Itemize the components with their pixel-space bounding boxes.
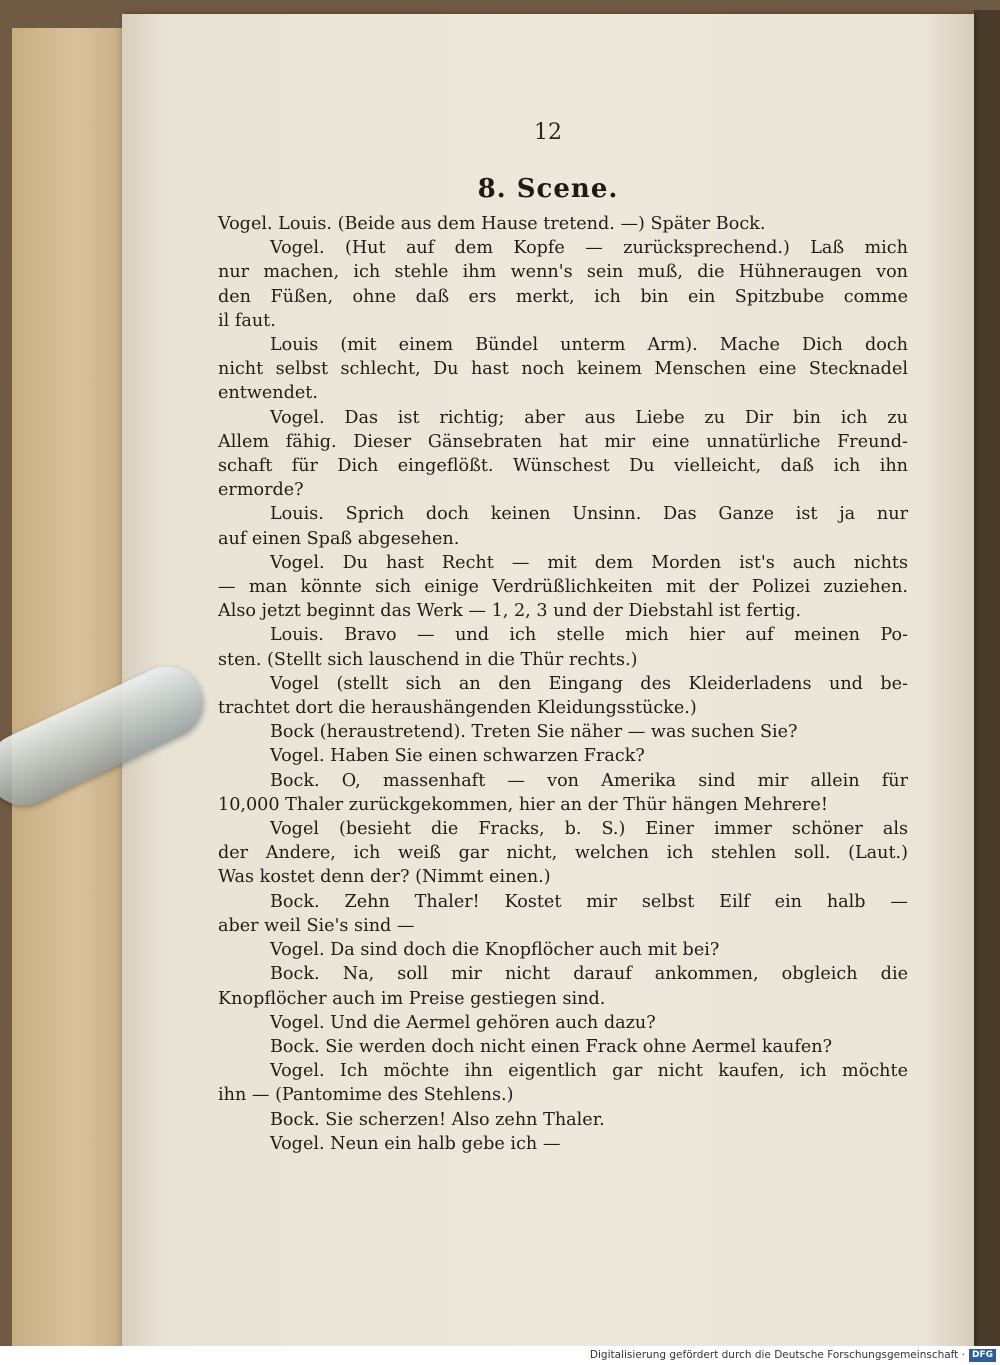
- text-line: Bock. Sie werden doch nicht einen Frack ohne Aermel kaufen?: [270, 1036, 833, 1057]
- text-line: — man könnte sich einige Verdrüßlichkeiten mit der Polizei zuziehen.: [218, 577, 908, 598]
- text-line: nicht selbst schlecht, Du hast noch keinem Menschen eine Stecknadel: [218, 359, 908, 380]
- text-line: Vogel. (Hut auf dem Kopfe — zurücksprechend.) Laß mich: [270, 238, 908, 259]
- text-line: entwendet.: [218, 383, 318, 404]
- text-line: nur machen, ich stehle ihm wenn's sein muß, die Hühneraugen von: [218, 262, 908, 283]
- footer-credit: [0, 1346, 1000, 1365]
- text-line: Was kostet denn der? (Nimmt einen.): [218, 867, 551, 888]
- dfg-logo: DFG: [969, 1349, 996, 1362]
- text-line: Vogel. Und die Aermel gehören auch dazu?: [270, 1012, 656, 1033]
- text-line: trachtet dort die heraushängenden Kleidungsstücke.): [218, 698, 697, 719]
- text-line: aber weil Sie's sind —: [218, 915, 415, 936]
- text-line: Vogel. Haben Sie einen schwarzen Frack?: [270, 746, 645, 767]
- text-line: sten. (Stellt sich lauschend in die Thür rechts.): [218, 649, 638, 670]
- scene-title: 8. Scene.: [477, 174, 619, 204]
- text-line: Louis (mit einem Bündel unterm Arm). Mache Dich doch: [270, 335, 908, 356]
- text-line: Vogel. Louis. (Beide aus dem Hause tretend. —) Später Bock.: [218, 214, 766, 234]
- text-line: Vogel. Ich möchte ihn eigentlich gar nicht kaufen, ich möchte: [270, 1061, 908, 1082]
- text-line: auf einen Spaß abgesehen.: [218, 528, 460, 549]
- text-line: Vogel. Da sind doch die Knopflöcher auch mit bei?: [270, 940, 720, 961]
- text-line: Louis. Sprich doch keinen Unsinn. Das Ganze ist ja nur: [270, 504, 908, 525]
- text-line: Louis. Bravo — und ich stelle mich hier auf meinen Po-: [270, 625, 908, 646]
- text-line: Also jetzt beginnt das Werk — 1, 2, 3 und der Diebstahl ist fertig.: [218, 601, 802, 622]
- book-page: [122, 14, 974, 1346]
- text-line: Vogel. Du hast Recht — mit dem Morden ist's auch nichts: [270, 552, 908, 573]
- text-line: il faut.: [218, 310, 276, 331]
- text-line: Vogel. Das ist richtig; aber aus Liebe zu Dir bin ich zu: [270, 407, 908, 428]
- text-line: Knopflöcher auch im Preise gestiegen sind.: [218, 988, 606, 1009]
- text-line: Vogel (besieht die Fracks, b. S.) Einer immer schöner als: [270, 819, 908, 840]
- text-line: den Füßen, ohne daß ers merkt, ich bin ein Spitzbube comme: [218, 286, 908, 307]
- text-line: ermorde?: [218, 480, 304, 501]
- text-line: Vogel. Neun ein halb gebe ich —: [270, 1133, 561, 1154]
- text-line: 10,000 Thaler zurückgekommen, hier an der Thür hängen Mehrere!: [218, 794, 828, 815]
- text-line: der Andere, ich weiß gar nicht, welchen ich stehlen soll. (Laut.): [218, 843, 908, 864]
- text-line: Bock. Na, soll mir nicht darauf ankommen, obgleich die: [270, 964, 908, 985]
- text-line: Bock. Zehn Thaler! Kostet mir selbst Eilf ein halb —: [270, 891, 908, 912]
- book-spine-shadow: [974, 10, 1000, 1346]
- text-line: Vogel (stellt sich an den Eingang des Kleiderladens und be-: [270, 673, 908, 694]
- footer-text: Digitalisierung gefördert durch die Deutsche Forschungsgemeinschaft ·: [589, 1349, 965, 1361]
- text-line: Bock. O, massenhaft — von Amerika sind mir allein für: [270, 770, 908, 791]
- text-line: Allem fähig. Dieser Gänsebraten hat mir eine unnatürliche Freund-: [218, 431, 908, 452]
- page-number: 12: [534, 120, 562, 145]
- text-line: Bock (heraustretend). Treten Sie näher — was suchen Sie?: [270, 722, 798, 743]
- page-text: [218, 212, 908, 1156]
- text-line: schaft für Dich eingeflößt. Wünschest Du vielleicht, daß ich ihn: [218, 456, 908, 477]
- text-line: ihn — (Pantomime des Stehlens.): [218, 1085, 514, 1106]
- text-line: Bock. Sie scherzen! Also zehn Thaler.: [270, 1109, 605, 1130]
